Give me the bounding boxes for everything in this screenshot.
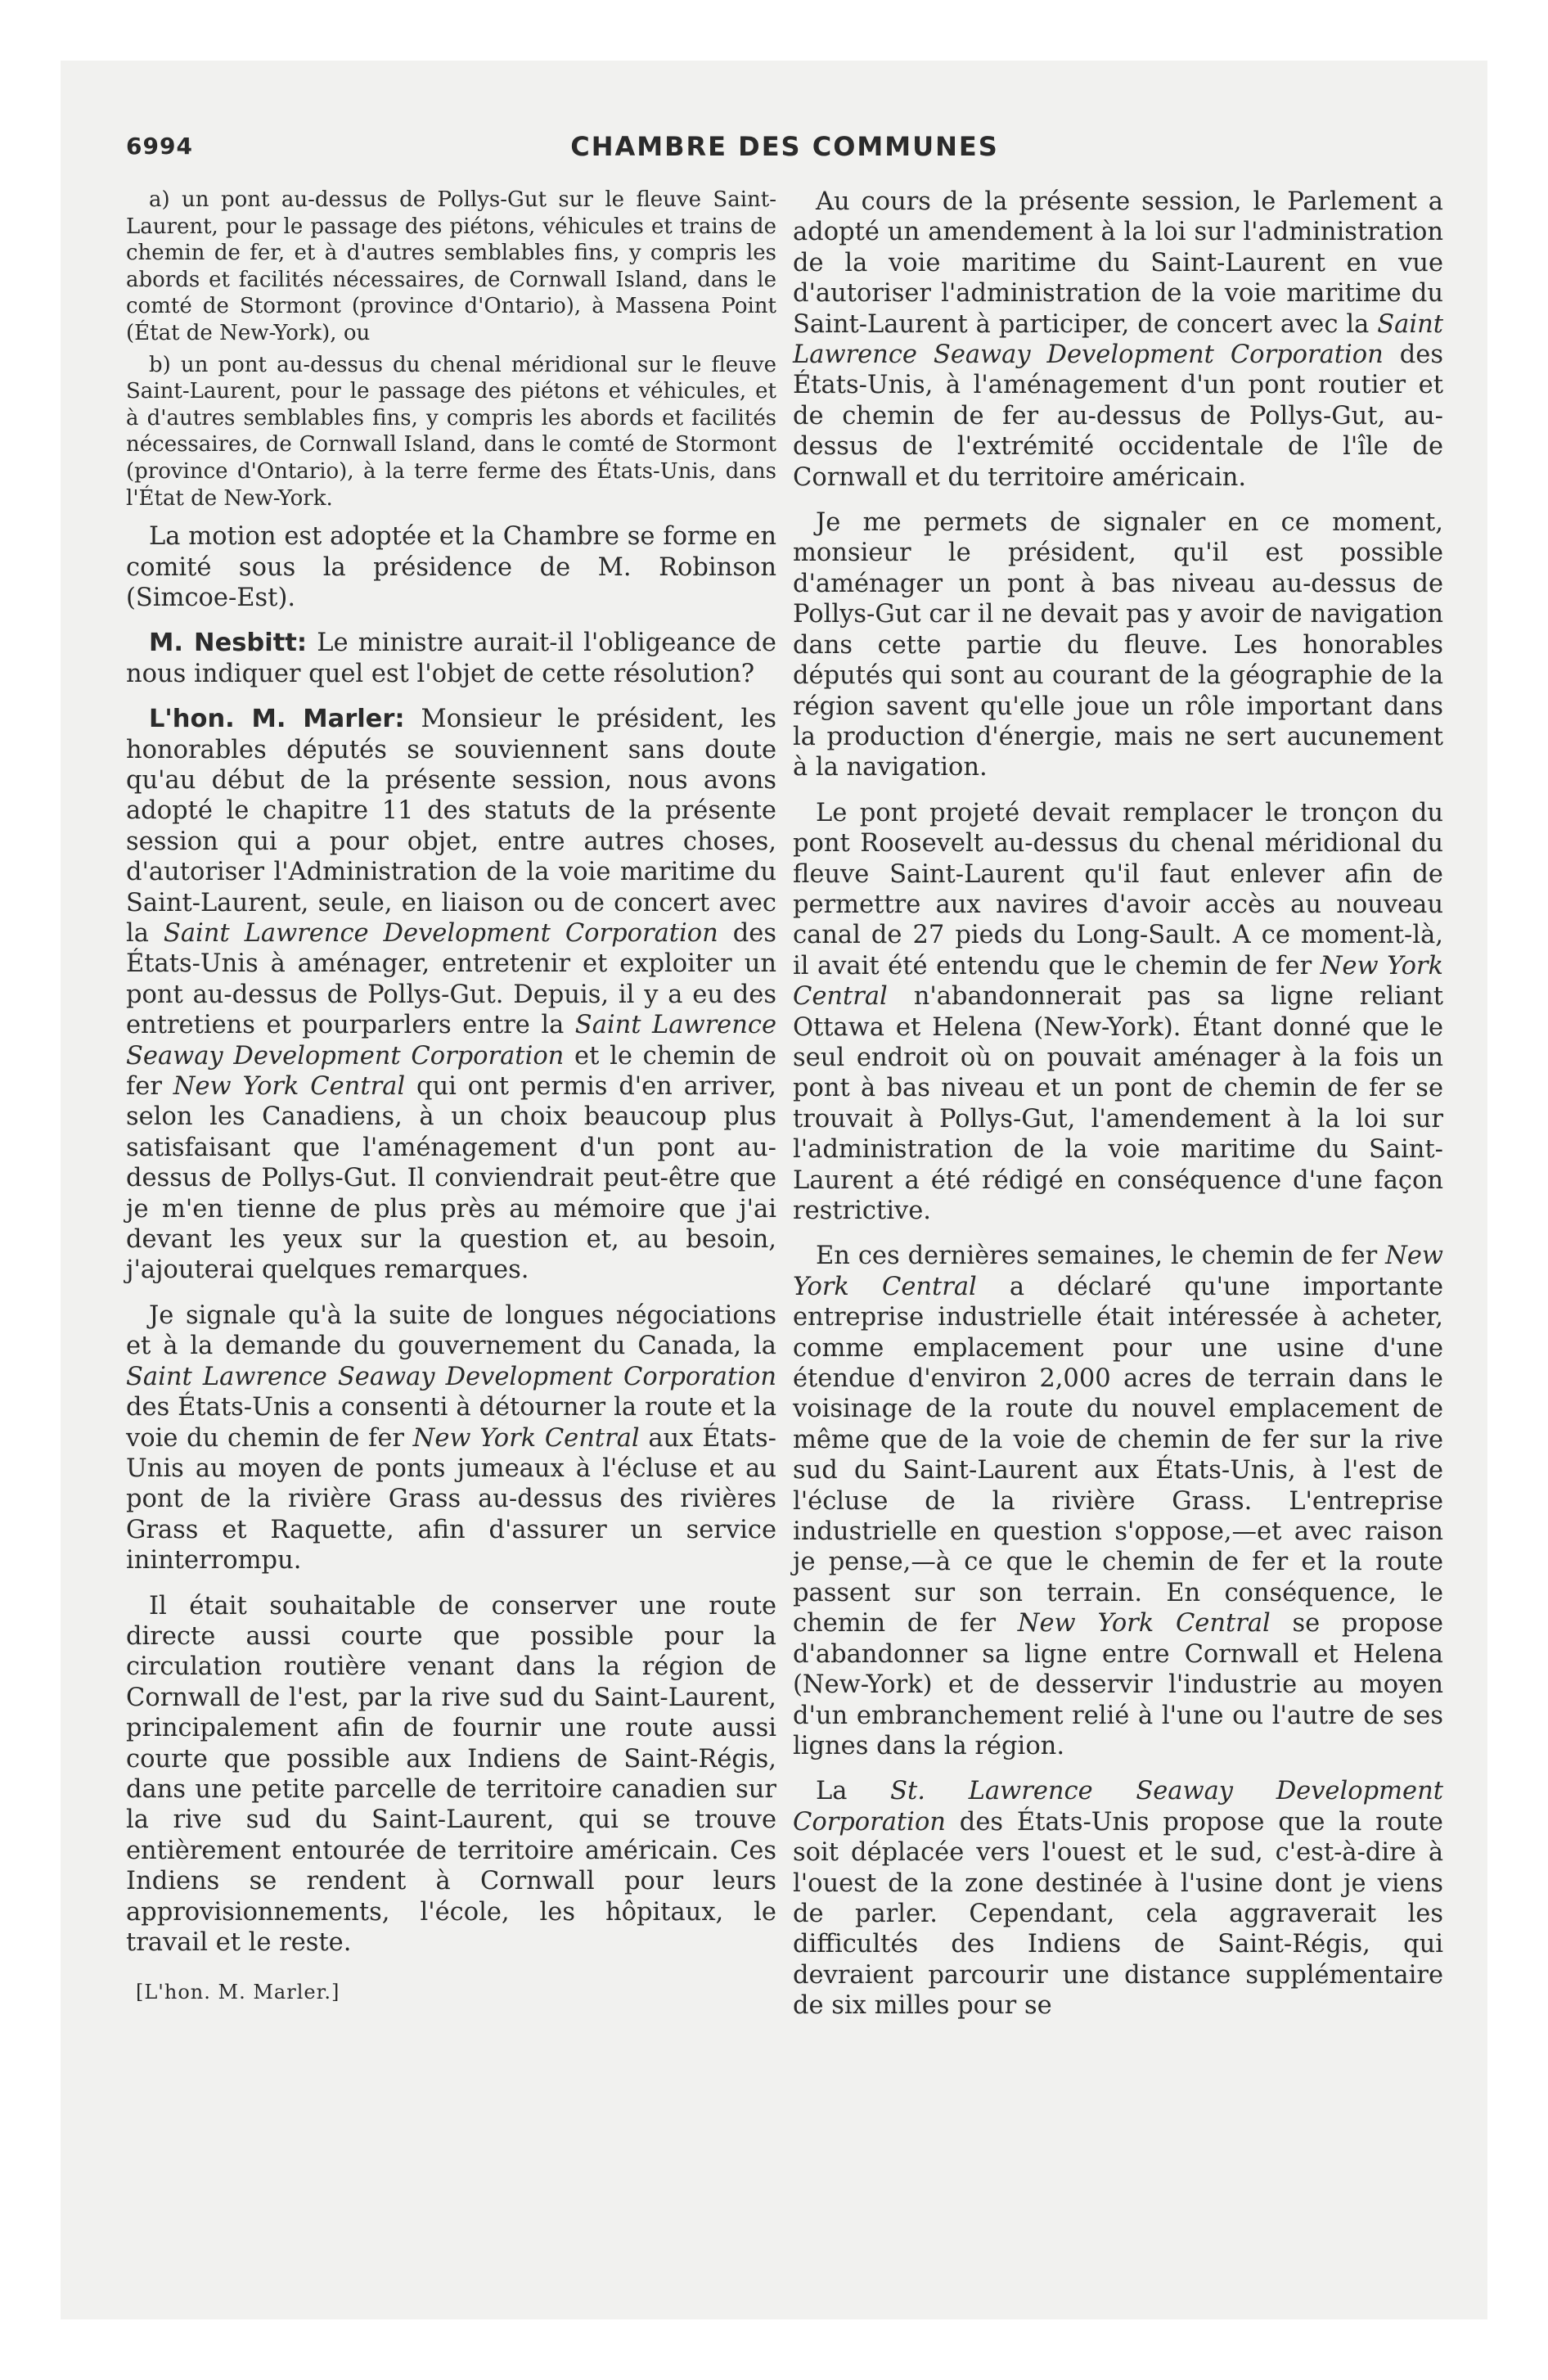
railway-name: New York Central [793,1242,1443,1301]
railway-name: New York Central [412,1423,640,1453]
body-paragraph: Je me permets de signaler en ce moment, monsieur le président, qu'il est possible d'aménager un pont à bas niveau au-dessus de Pollys-Gut car il ne devait pas y avoir de navigation dans cette partie du fleuve. Les honorables députés qui sont au courant de la géographie de la région savent qu'elle joue un rôle important dans la production d'énergie, mais ne sert aucunement à la navigation. [793,508,1443,782]
page-number: 6994 [126,133,193,160]
motion-paragraph: La motion est adoptée et la Chambre se forme en comité sous la présidence de M. Robinson (Simcoe-Est). [126,522,776,612]
body-paragraph [793,1776,1443,2021]
speech-text: Je signale qu'à la suite de longues négociations et à la demande du gouvernement du Canada, la [126,1300,776,1361]
speech-text: des États-Unis, à l'aménagement d'un pont routier et de chemin de fer au-dessus de Pollys-Gut, au-dessus de l'extrémité occidentale de l'île de Cornwall et du territoire américain. [793,340,1444,492]
speech-text: En ces dernières semaines, le chemin de fer [816,1242,1386,1271]
corporation-name: Saint Lawrence Seaway Development Corporation [793,309,1443,370]
speech-text: n'abandonnerait pas sa ligne reliant Ottawa et Helena (New-York). Étant donné que le seul endroit où on pouvait aménager à la fois un pont à bas niveau et un pont de chemin de fer se trouvait à Pollys-Gut, l'amendement à la loi sur l'administration de la voie maritime du Saint-Laurent a été rédigé en conséquence d'une façon restrictive. [793,982,1443,1225]
speaker-signature: [L'hon. M. Marler.] [136,1981,340,2004]
speech-text: Le ministre aurait-il l'obligeance de nous indiquer quel est l'objet de cette résolution? [126,629,776,688]
speaker-name: M. Nesbitt: [149,629,308,658]
left-column [126,187,776,2036]
speech-text: La [816,1777,891,1806]
railway-name: New York Central [173,1072,406,1102]
resolution-item-b: b) un pont au-dessus du chenal méridional sur le fleuve Saint-Laurent, pour le passage des piétons et véhicules, et à d'autres semblables fins, y compris les abords et facilités nécessaires, de Cornwall Island, dans le comté de Stormont (province d'Ontario), à la terre ferme des États-Unis, dans l'État de New-York. [126,352,776,511]
corporation-name: St. Lawrence Seaway Development Corporation [793,1777,1443,1837]
railway-name: New York Central [1017,1609,1271,1639]
body-paragraph [793,187,1443,493]
speech-text: des États-Unis propose que la route soit déplacée vers l'ouest et le sud, c'est-à-dire à l'ouest de la zone destinée à l'usine dont je viens de parler. Cependant, cela aggraverait les difficultés des Indiens de Saint-Régis, qui devraient parcourir une distance supplémentaire de six milles pour se [793,1807,1443,2021]
body-paragraph [793,798,1443,1227]
speech-text: des États-Unis a consenti à détourner la route et la voie du chemin de fer [126,1393,776,1453]
railway-name: New York Central [793,951,1443,1012]
speech-text: se propose d'abandonner sa ligne entre Cornwall et Helena (New-York) et de desservir l'industrie au moyen d'un embranchement relié à l'une ou l'autre de ses lignes dans la région. [793,1609,1443,1760]
speech-text: aux États-Unis au moyen de ponts jumeaux à l'écluse et au pont de la rivière Grass au-dessus des rivières Grass et Raquette, afin d'assurer un service ininterrompu. [126,1423,776,1575]
speech-text: a déclaré qu'une importante entreprise industrielle était intéressée à acheter, comme emplacement pour une usine d'une étendue d'environ 2,000 acres de terrain dans le voisinage de la route du nouvel emplacement de même que de la voie de chemin de fer sur la rive sud du Saint-Laurent aux États-Unis, à l'est de l'écluse de la rivière Grass. L'entreprise industrielle en question s'oppose,—et avec raison je pense,—à ce que le chemin de fer et la route passent sur son terrain. En conséquence, le chemin de fer [793,1272,1443,1639]
speech-text: Monsieur le président, les honorables députés se souviennent sans doute qu'au début de la présente session, nous avons adopté le chapitre 11 des statuts de la présente session qui a pour objet, entre autres choses, d'autoriser l'Administration de la voie maritime du Saint-Laurent, seule, en liaison ou de concert avec la [126,705,776,948]
speaker-name: L'hon. M. Marler: [149,705,405,734]
page-header [126,133,1443,178]
resolution-item-a: a) un pont au-dessus de Pollys-Gut sur le fleuve Saint-Laurent, pour le passage des piétons, véhicules et trains de chemin de fer, et à d'autres semblables fins, y compris les abords et facilités nécessaires, de Cornwall Island, dans le comté de Stormont (province d'Ontario), à Massena Point (État de New-York), ou [126,187,776,345]
speech-text: des États-Unis à aménager, entretenir et exploiter un pont au-dessus de Pollys-Gut. Depuis, il y a eu des entretiens et pourparlers entre la [126,919,777,1040]
body-paragraph: Il était souhaitable de conserver une route directe aussi courte que possible pour la circulation routière venant dans la région de Cornwall de l'est, par la rive sud du Saint-Laurent, principalement afin de fournir une route aussi courte que possible aux Indiens de Saint-Régis, dans une petite parcelle de territoire canadien sur la rive sud du Saint-Laurent, qui se trouve entièrement entourée de territoire américain. Ces Indiens se rendent à Cornwall pour leurs approvisionnements, l'école, les hôpitaux, le travail et le reste. [126,1591,776,1957]
speech-text: qui ont permis d'en arriver, selon les Canadiens, à un choix beaucoup plus satisfaisant que l'aménagement d'un pont au-dessus de Pollys-Gut. Il conviendrait peut-être que je m'en tienne de plus près au mémoire que j'ai devant les yeux sur la question et, au besoin, j'ajouterai quelques remarques. [126,1072,776,1285]
corporation-name: Saint Lawrence Development Corporation [163,919,718,948]
body-paragraph [126,1300,776,1576]
marler-paragraph [126,704,776,1286]
speech-text: Le pont projeté devait remplacer le tronçon du pont Roosevelt au-dessus du chenal méridional du fleuve Saint-Laurent qu'il faut enlever afin de permettre aux navires d'avoir accès au nouveau canal de 27 pieds du Long-Sault. A ce moment-là, il avait été entendu que le chemin de fer [793,798,1443,980]
speech-text: Au cours de la présente session, le Parlement a adopté un amendement à la loi sur l'administration de la voie maritime du Saint-Laurent en vue d'autoriser l'administration de la voie maritime du Saint-Laurent à participer, de concert avec la [793,187,1443,339]
nesbitt-paragraph [126,628,776,689]
body-paragraph [793,1241,1443,1761]
running-title: CHAMBRE DES COMMUNES [570,131,999,162]
speech-text: et le chemin de fer [126,1041,776,1102]
corporation-name: Saint Lawrence Seaway Development Corporation [126,1362,776,1391]
page [61,61,1487,2319]
right-column [793,187,1443,2036]
text-columns [126,187,1443,2036]
corporation-name: Saint Lawrence Seaway Development Corporation [126,1011,776,1071]
